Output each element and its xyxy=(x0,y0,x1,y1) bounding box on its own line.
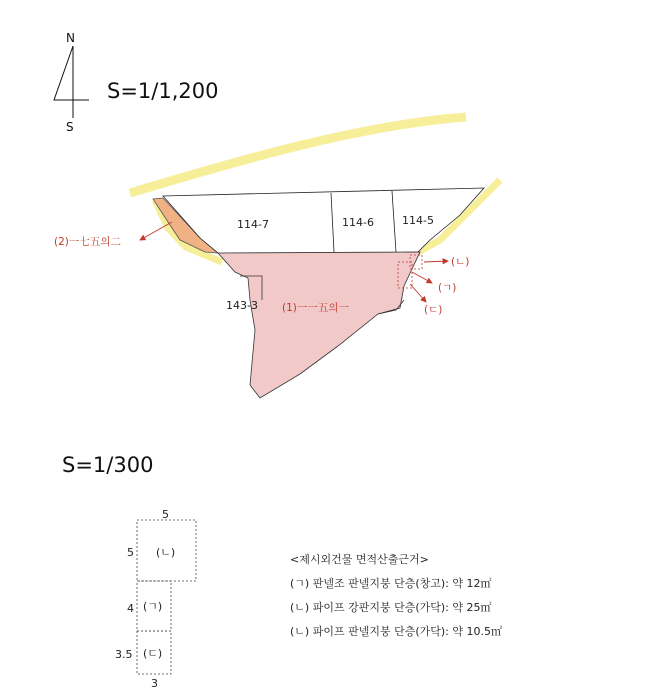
north-arrow xyxy=(54,31,89,134)
parcel-label-114-5: 114-5 xyxy=(402,214,434,227)
lot-1-shape xyxy=(218,252,420,398)
parcel-label-114-7: 114-7 xyxy=(237,218,269,231)
dim-bottom-width: 3 xyxy=(151,677,158,690)
lot-2-label: (2)一七五의二 xyxy=(54,236,122,248)
building-detail-drawing xyxy=(115,508,196,690)
legend-row-3: (ㄴ) 파이프 판넬지붕 단층(가닥): 약 10.5㎡ xyxy=(290,625,502,638)
arrow-mark-n xyxy=(424,261,448,262)
parcel-label-143-3: 143-3 xyxy=(226,299,258,312)
legend-row-2: (ㄴ) 파이프 강판지붕 단층(가닥): 약 25㎡ xyxy=(290,601,492,614)
road-strip-north xyxy=(130,117,466,193)
area-legend xyxy=(290,552,502,638)
detail-label-g: (ㄱ) xyxy=(143,600,163,613)
parcel-label-114-6: 114-6 xyxy=(342,216,374,229)
mark-n-label: (ㄴ) xyxy=(451,256,470,268)
arrow-mark-d xyxy=(410,284,426,302)
mark-g-label: (ㄱ) xyxy=(438,282,457,294)
detail-label-d: (ㄷ) xyxy=(143,647,163,660)
south-label: S xyxy=(66,120,74,134)
mark-d-label: (ㄷ) xyxy=(424,304,443,316)
arrow-mark-g xyxy=(412,272,432,283)
dim-top-height: 5 xyxy=(127,546,134,559)
dim-bottom-height: 3.5 xyxy=(115,648,133,661)
dim-top-width: 5 xyxy=(162,508,169,521)
dim-mid-height: 4 xyxy=(127,602,134,615)
lot-1-label: (1)一一五의一 xyxy=(282,302,350,314)
north-label: N xyxy=(66,31,75,45)
legend-row-1: (ㄱ) 판넬조 판넬지붕 단층(창고): 약 12㎡ xyxy=(290,577,492,590)
legend-title: <제시외건물 면적산출근거> xyxy=(290,553,429,566)
detail-scale-label: S=1/300 xyxy=(62,453,154,477)
detail-label-n: (ㄴ) xyxy=(156,546,176,559)
main-scale-label: S=1/1,200 xyxy=(107,79,219,103)
